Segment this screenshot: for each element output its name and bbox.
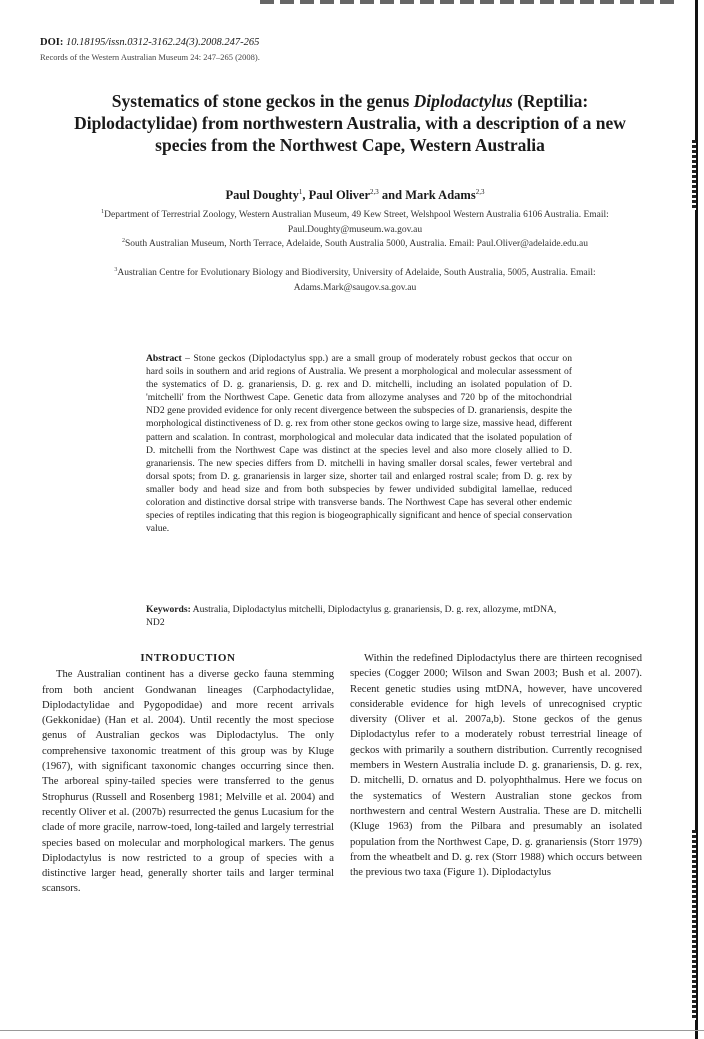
author-name: Paul Doughty — [225, 188, 299, 203]
abstract-text: – Stone geckos (Diplodactylus spp.) are a small group of moderately robust geckos that occur on hard soils in southern and arid regions of Australia. We present a morphological and molecular assessment of the systematics of D. g. granariensis, D. g. rex and D. mitchelli, including an isolated population of D. 'mitchelli' from the Northwest Cape. Genetic data from allozyme analyses and 720 bp of the mitochondrial ND2 gene provided evidence for only recent divergence between the subspecies of D. granariensis, despite the morphological distinctiveness of D. g. rex from other stone geckos owing to large size, massive head, different pattern and scalation. In contrast, morphological and molecular data indicated that the isolated population of D. mitchelli from the Northwest Cape was distinct at the species level and also more closely allied to D. granariensis. The new species differs from D. mitchelli in having smaller dorsal scales, fewer vertebral and dorsal spots; from D. g. granariensis in larger size, shorter tail and enlarged rostral scale; from D. g. rex by smaller body and head size and from both subspecies by fewer undivided subdigital lamellae, reduced coloration and distinctive dorsal stripe with transverse bands. The Northwest Cape has several other endemic species of reptiles indicating that this region is biogeographically significant and hence of special conservation value. — [146, 353, 572, 535]
keywords-text: Australia, Diplodactylus mitchelli, Diplodactylus g. granariensis, D. g. rex, allozyme, mtDNA, ND2 — [146, 604, 557, 628]
paper-title: Systematics of stone geckos in the genus Diplodactylus (Reptilia: Diplodactylidae) from northwestern Australia, with a description of a new species from the Northwest Cape, Western Australia — [74, 91, 626, 155]
abstract-label: Abstract — [146, 353, 182, 364]
journal-citation: Records of the Western Australian Museum 24: 247–265 (2008). — [40, 52, 260, 62]
doi-line — [40, 37, 259, 48]
section-heading-introduction: INTRODUCTION — [140, 652, 236, 664]
abstract — [146, 352, 572, 535]
body-column-left — [42, 651, 334, 897]
author-list: Paul Doughty$^1$, Paul Oliver$^{2,3}$ and Mark Adams$^{2,3}$ — [225, 188, 485, 203]
keywords — [146, 603, 572, 629]
affiliation: $^3$Australian Centre for Evolutionary Biology and Biodiversity, University of Adelaide, South Australia, 5005, Australia. Email: Adams.Mark@saugov.sa.gov.au — [114, 267, 596, 293]
keywords-label: Keywords: — [146, 604, 191, 615]
body-column-right — [350, 651, 642, 880]
title-genus: Diplodactylus — [413, 91, 513, 111]
affiliation: $^1$Department of Terrestrial Zoology, Western Australian Museum, 49 Kew Street, Welshpool Western Australia 6106 Australia. Email: Paul.Doughty@museum.wa.gov.au — [101, 209, 609, 235]
body-paragraph: The Australian continent has a diverse gecko fauna stemming from both ancient Gondwanan lineages (Carphodactylidae, Diplodactylidae and Pygopodidae) and more recent arrivals (Gekkonidae) (Han et al. 2004). Until recently the most speciose genus of Australian geckos was Diplodactylus. The only comprehensive taxonomic treatment of this group was by Kluge (1967), with significant taxonomic changes occurring since then. The arboreal spiny-tailed species were transferred to the genus Strophurus (Russell and Rosenberg 1981; Melville et al. 2004) and recently Oliver et al. (2007b) resurrected the genus Lucasium for the clade of more gracile, narrow-toed, long-tailed and largely terrestrial species based on molecular and morphological markers. The genus Diplodactylus is now restricted to a group of species with a distinctive larger head, generally shorter tails and larger terminal scansors. — [42, 669, 334, 895]
scan-bottom-edge — [0, 1030, 704, 1031]
author-name: Paul Oliver — [308, 188, 371, 203]
scan-top-edge-artifact — [260, 0, 680, 4]
body-paragraph: Within the redefined Diplodactylus there are thirteen recognised species (Cogger 2000; Wilson and Swan 2003; Bush et al. 2007). Recent genetic studies using mtDNA, however, have uncovered considerable evidence for high levels of unrecognised cryptic diversity (Oliver et al. 2007a,b). Stone geckos of the genus Diplodactylus refer to a moderately robust terrestrial lineage of geckos with primarily a southern distribution. Currently recognised members in Western Australia include D. g. granariensis, D. g. rex, D. mitchelli, D. ornatus and D. polyophthalmus. Here we focus on the systematics of Western Australian stone geckos from northwestern and central Western Australia. These are D. mitchelli (Kluge 1963) from the Pilbara and presumably an isolated population from the Northwest Cape, D. g. granariensis (Storr 1979) from the wheatbelt and D. g. rex (Storr 1988) which occurs between the previous two taxa (Figure 1). Diplodactylus — [350, 653, 642, 879]
doi-label: DOI: — [40, 37, 64, 48]
doi-link[interactable]: 10.18195/issn.0312-3162.24(3).2008.247-265 — [65, 37, 260, 48]
affiliation: $^2$South Australian Museum, North Terrace, Adelaide, South Australia 5000, Australia. Email: Paul.Oliver@adelaide.edu.au — [121, 238, 589, 250]
author-name: Mark Adams — [405, 188, 476, 203]
scan-edge-artifact — [692, 140, 696, 210]
scan-edge-artifact — [692, 830, 696, 1020]
